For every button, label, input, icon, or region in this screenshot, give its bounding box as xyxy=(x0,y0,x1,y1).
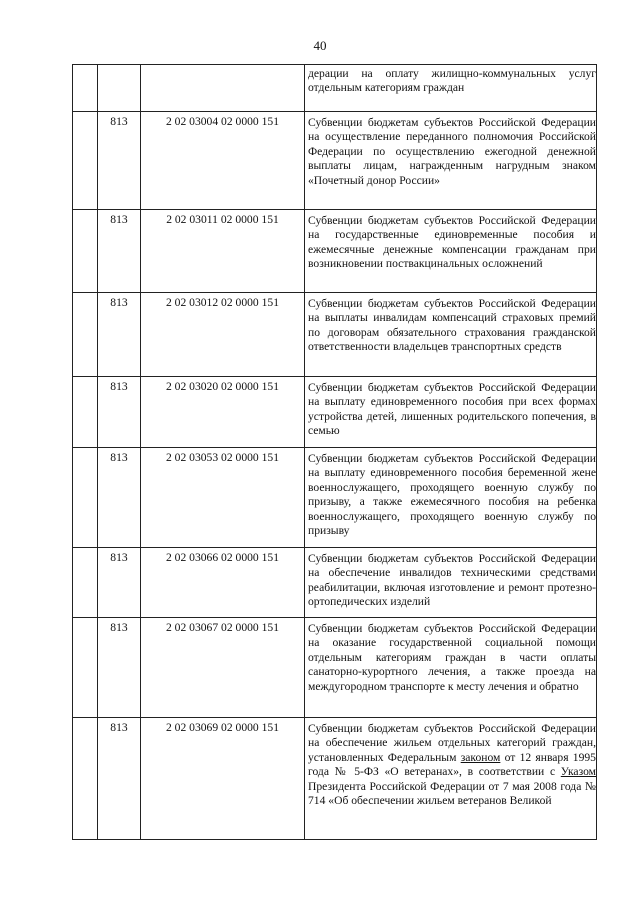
kbk-code-cell: 2 02 03067 02 0000 151 xyxy=(141,618,305,718)
admin-code-cell: 813 xyxy=(98,448,141,548)
admin-code-cell xyxy=(98,65,141,112)
description-cell: дерации на оплату жилищно-коммунальных услуг отдельным категориям граждан xyxy=(305,65,597,112)
admin-code-cell: 813 xyxy=(98,293,141,377)
empty-cell xyxy=(73,718,98,840)
description-text: от 12 января 1995 года № 5-ФЗ «О ветеранах», в соответствии с xyxy=(308,750,596,779)
table-row xyxy=(73,210,597,293)
description-cell: Субвенции бюджетам субъектов Российской Федерации на выплаты инвалидам компенсаций страховых премий по договорам обязательного страхования гражданской ответственности владельцев транспортных средств xyxy=(305,293,597,377)
table-row xyxy=(73,618,597,718)
empty-cell xyxy=(73,548,98,618)
description-cell: Субвенции бюджетам субъектов Российской Федерации на осуществление переданного полномочия Российской Федерации по осуществлению ежегодной денежной выплаты лицам, награжденным нагрудным знаком «Почетный донор России» xyxy=(305,112,597,210)
kbk-code-cell: 2 02 03011 02 0000 151 xyxy=(141,210,305,293)
table-row xyxy=(73,65,597,112)
kbk-code-cell: 2 02 03066 02 0000 151 xyxy=(141,548,305,618)
empty-cell xyxy=(73,293,98,377)
table-row xyxy=(73,293,597,377)
budget-classification-table xyxy=(72,64,597,840)
empty-cell xyxy=(73,377,98,448)
kbk-code-cell: 2 02 03012 02 0000 151 xyxy=(141,293,305,377)
empty-cell xyxy=(73,65,98,112)
kbk-code-cell xyxy=(141,65,305,112)
admin-code-cell: 813 xyxy=(98,112,141,210)
table-row xyxy=(73,112,597,210)
kbk-code-cell: 2 02 03069 02 0000 151 xyxy=(141,718,305,840)
admin-code-cell: 813 xyxy=(98,377,141,448)
empty-cell xyxy=(73,448,98,548)
page-number: 40 xyxy=(313,38,327,53)
admin-code-cell: 813 xyxy=(98,618,141,718)
description-cell xyxy=(305,718,597,840)
description-cell: Субвенции бюджетам субъектов Российской Федерации на выплату единовременного пособия беременной жене военнослужащего, проходящего военную службу по призыву, а также ежемесячного пособия на ребенка военнослужащего, проходящего военную службу по призыву xyxy=(305,448,597,548)
description-cell: Субвенции бюджетам субъектов Российской Федерации на обеспечение инвалидов техническими средствами реабилитации, включая изготовление и ремонт протезно-ортопедических изделий xyxy=(305,548,597,618)
table-row xyxy=(73,548,597,618)
description-text: Президента Российской Федерации от 7 мая 2008 года № 714 «Об обеспечении жильем ветеранов Великой xyxy=(308,779,596,808)
description-cell: Субвенции бюджетам субъектов Российской Федерации на выплату единовременного пособия при всех формах устройства детей, лишенных родительского попечения, в семью xyxy=(305,377,597,448)
table-row xyxy=(73,377,597,448)
kbk-code-cell: 2 02 03020 02 0000 151 xyxy=(141,377,305,448)
description-text: Субвенции бюджетам субъектов Российской Федерации на обеспечение жильем отдельных категорий граждан, установленных Федеральным xyxy=(308,722,596,764)
table-row xyxy=(73,448,597,548)
table-row xyxy=(73,718,597,840)
admin-code-cell: 813 xyxy=(98,548,141,618)
empty-cell xyxy=(73,112,98,210)
kbk-code-cell: 2 02 03004 02 0000 151 xyxy=(141,112,305,210)
presidential-decree-link[interactable]: Указом xyxy=(560,765,596,779)
federal-law-link[interactable]: законом xyxy=(460,750,501,764)
kbk-code-cell: 2 02 03053 02 0000 151 xyxy=(141,448,305,548)
empty-cell xyxy=(73,210,98,293)
description-cell: Субвенции бюджетам субъектов Российской Федерации на государственные единовременные пособия и ежемесячные денежные компенсации гражданам при возникновении поствакцинальных осложнений xyxy=(305,210,597,293)
admin-code-cell: 813 xyxy=(98,718,141,840)
empty-cell xyxy=(73,618,98,718)
admin-code-cell: 813 xyxy=(98,210,141,293)
description-cell: Субвенции бюджетам субъектов Российской Федерации на оказание государственной социальной помощи отдельным категориям граждан в части оплаты санаторно-курортного лечения, а также проезда на междугородном транспорте к месту лечения и обратно xyxy=(305,618,597,718)
